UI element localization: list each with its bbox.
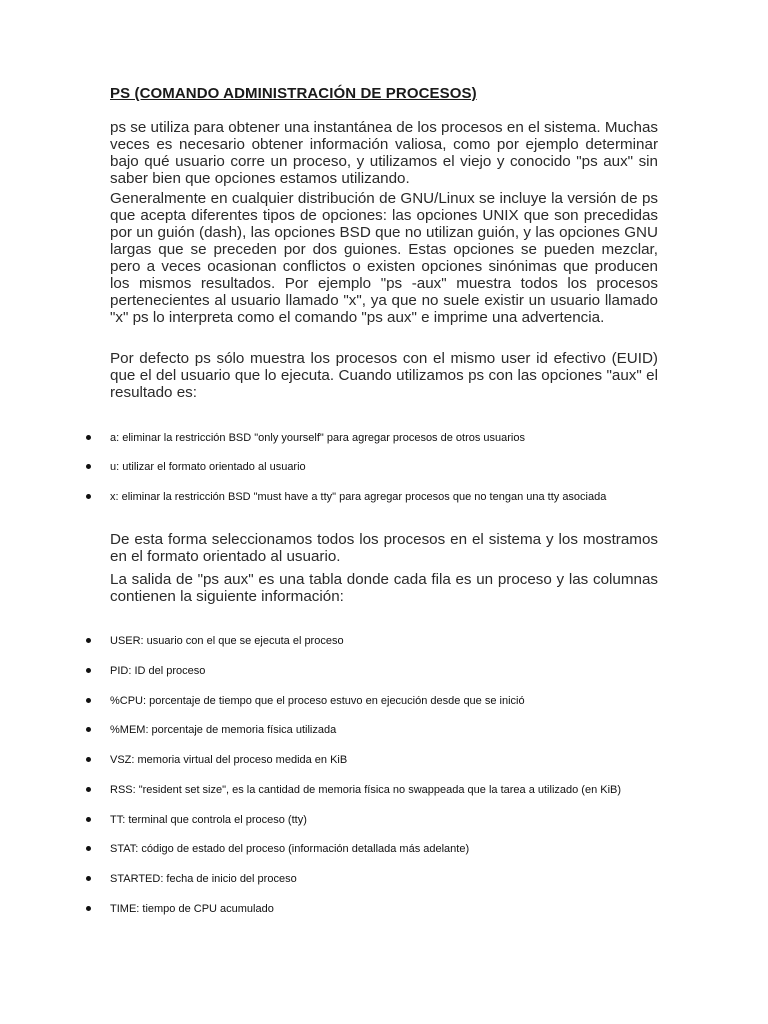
list-item xyxy=(0,752,768,768)
list-item xyxy=(0,841,768,857)
list-item xyxy=(0,871,768,887)
list-item-text: STAT: código de estado del proceso (información detallada más adelante) xyxy=(110,843,470,855)
list-item xyxy=(0,459,768,475)
list-item xyxy=(0,430,768,446)
bullet-icon xyxy=(86,435,91,440)
bullet-icon xyxy=(86,464,91,469)
bullet-icon xyxy=(86,787,91,792)
list-item-text: VSZ: memoria virtual del proceso medida en KiB xyxy=(110,754,348,766)
intro-paragraph: ps se utiliza para obtener una instantánea de los procesos en el sistema. Muchas veces es necesario obtener información valiosa, como por ejemplo determinar bajo qué usuario corre un proceso, y utilizamos el viejo y conocido "ps aux" sin saber bien que opciones estamos utilizando. xyxy=(110,119,658,187)
bullet-icon xyxy=(86,846,91,851)
list-item-text: PID: ID del proceso xyxy=(110,665,206,677)
list-item xyxy=(0,782,768,798)
bullet-icon xyxy=(86,698,91,703)
list-item xyxy=(0,901,768,917)
bullet-icon xyxy=(86,906,91,911)
bullet-icon xyxy=(86,668,91,673)
list-item xyxy=(0,633,768,649)
bullet-icon xyxy=(86,876,91,881)
list-item-text: %CPU: porcentaje de tiempo que el proceso estuvo en ejecución desde que se inició xyxy=(110,695,525,707)
list-item-text: TIME: tiempo de CPU acumulado xyxy=(110,903,274,915)
list-item-text: STARTED: fecha de inicio del proceso xyxy=(110,873,297,885)
list-item-text: TT: terminal que controla el proceso (tty) xyxy=(110,814,307,826)
list-item xyxy=(0,812,768,828)
list-item xyxy=(0,663,768,679)
bullet-icon xyxy=(86,727,91,732)
list-item xyxy=(0,489,768,505)
list-item xyxy=(0,722,768,738)
output-table-paragraph: La salida de "ps aux" es una tabla donde cada fila es un proceso y las columnas contienen la siguiente información: xyxy=(110,571,658,605)
list-item-text: %MEM: porcentaje de memoria física utilizada xyxy=(110,724,337,736)
list-item-text: x: eliminar la restricción BSD "must have a tty" para agregar procesos que no tengan una tty asociada xyxy=(110,491,607,503)
list-item-text: a: eliminar la restricción BSD "only yourself" para agregar procesos de otros usuarios xyxy=(110,432,525,444)
default-behavior-paragraph: Por defecto ps sólo muestra los procesos con el mismo user id efectivo (EUID) que el del usuario que lo ejecuta. Cuando utilizamos ps con las opciones "aux" el resultado es: xyxy=(110,350,658,401)
list-item xyxy=(0,693,768,709)
bullet-icon xyxy=(86,494,91,499)
bullet-icon xyxy=(86,638,91,643)
options-paragraph: Generalmente en cualquier distribución de GNU/Linux se incluye la versión de ps que acepta diferentes tipos de opciones: las opciones UNIX que son precedidas por un guión (dash), las opciones BSD que no utilizan guión, y las opciones GNU largas que se preceden por dos guiones. Estas opciones se pueden mezclar, pero a veces ocasionan conflictos o existen opciones sinónimas que producen los mismos resultados. Por ejemplo "ps -aux" muestra todos los procesos pertenecientes al usuario llamado "x", ya que no suele existir un usuario llamado "x" ps lo interpreta como el comando "ps aux" e imprime una advertencia. xyxy=(110,190,658,326)
list-item-text: RSS: "resident set size", es la cantidad de memoria física no swappeada que la tarea a utilizado (en KiB) xyxy=(110,784,622,796)
bullet-icon xyxy=(86,817,91,822)
selection-paragraph: De esta forma seleccionamos todos los procesos en el sistema y los mostramos en el formato orientado al usuario. xyxy=(110,531,658,565)
bullet-icon xyxy=(86,757,91,762)
list-item-text: u: utilizar el formato orientado al usuario xyxy=(110,461,306,473)
list-item-text: USER: usuario con el que se ejecuta el proceso xyxy=(110,635,344,647)
page-title: PS (COMANDO ADMINISTRACIÓN DE PROCESOS) xyxy=(110,85,477,102)
